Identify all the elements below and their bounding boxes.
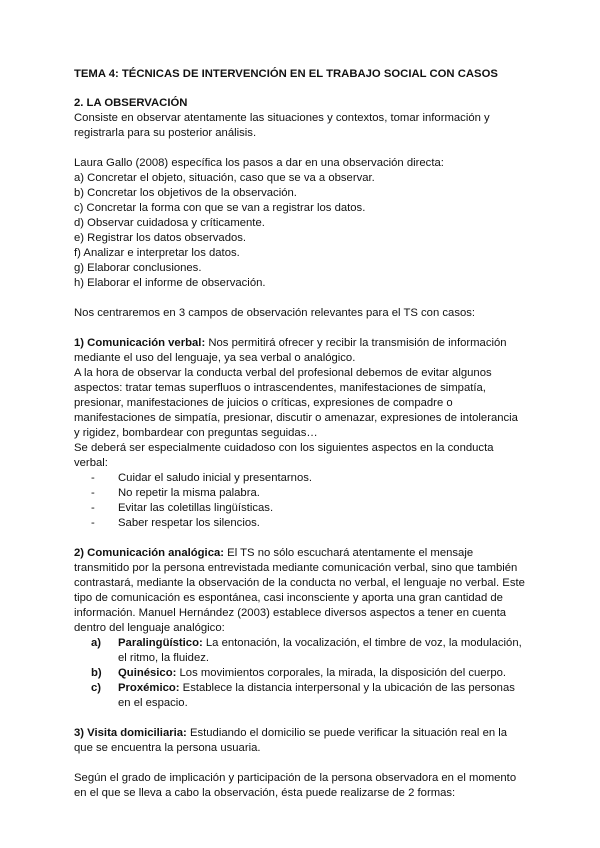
spacer xyxy=(74,756,526,771)
list-item xyxy=(91,666,526,681)
list-item: g) Elaborar conclusiones. xyxy=(74,262,202,274)
list-item: - Saber respetar los silencios. xyxy=(91,516,526,531)
intro-paragraph: Consiste en observar atentamente las situaciones y contextos, tomar información y registrarla para su posterior análisis. xyxy=(74,112,490,139)
aspect-term: Quinésico: xyxy=(118,667,177,679)
list-item: c) Concretar la forma con que se van a registrar los datos. xyxy=(74,202,366,214)
visit-heading: 3) Visita domiciliaria: xyxy=(74,727,187,739)
verbal-text: Nos permitirá ofrecer y recibir la transmisión de información mediante el uso del lenguaje, ya sea verbal o analógico. xyxy=(74,337,507,364)
visit-text: Estudiando el domicilio se puede verificar la situación real en la que se encuentra la persona usuaria. xyxy=(74,727,508,754)
steps-list xyxy=(74,171,526,291)
list-item xyxy=(91,636,526,666)
steps-lead: Laura Gallo (2008) específica los pasos a dar en una observación directa: xyxy=(74,157,444,169)
list-item: b) Concretar los objetivos de la observación. xyxy=(74,187,297,199)
section-heading: 2. LA OBSERVACIÓN xyxy=(74,97,188,109)
verbal-heading: 1) Comunicación verbal: xyxy=(74,337,206,349)
analog-paragraph xyxy=(74,546,526,636)
list-item: f) Analizar e interpretar los datos. xyxy=(74,247,240,259)
document-title: TEMA 4: TÉCNICAS DE INTERVENCIÓN EN EL TRABAJO SOCIAL CON CASOS xyxy=(74,68,498,80)
aspect-text: La entonación, la vocalización, el timbre de voz, la modulación, el ritmo, la fluidez. xyxy=(118,637,522,664)
list-marker: a) xyxy=(91,637,102,649)
verbal-care-list xyxy=(74,471,526,531)
list-item: - Evitar las coletillas lingüísticas. xyxy=(91,501,526,516)
verbal-avoid-paragraph: A la hora de observar la conducta verbal del profesional debemos de evitar algunos aspectos: tratar temas superfluos o intrascendentes, manifestaciones de simpatía, presionar, manifestaciones de juicios o críticas, expresiones de compadre o manifestaciones de simpatía, presionar, discutir o amenazar, expresiones de intolerancia y rigidez, bombardear con preguntas seguidas… xyxy=(74,367,518,439)
spacer xyxy=(74,291,526,306)
list-item: d) Observar cuidadosa y críticamente. xyxy=(74,217,265,229)
closing-paragraph: Según el grado de implicación y participación de la persona observadora en el momento en el que se lleva a cabo la observación, ésta puede realizarse de 2 formas: xyxy=(74,772,517,799)
list-item xyxy=(91,681,526,711)
verbal-paragraph xyxy=(74,336,526,366)
analog-text: El TS no sólo escuchará atentamente el mensaje transmitido por la persona entrevistada mediante comunicación verbal, sino que también contrastará, mediante la observación de la conducta no verbal, el lenguaje no verbal. Este tipo de comunicación es espontánea, casi inconsciente y aporta una gran cantidad de información. Manuel Hernández (2003) establece diversos aspectos a tener en cuenta dentro del lenguaje analógico: xyxy=(74,547,525,634)
list-item: - No repetir la misma palabra. xyxy=(91,486,526,501)
analog-heading: 2) Comunicación analógica: xyxy=(74,547,225,559)
spacer xyxy=(74,321,526,336)
spacer xyxy=(74,141,526,156)
spacer xyxy=(74,531,526,546)
visit-paragraph xyxy=(74,726,526,756)
analog-aspects-list xyxy=(74,636,526,711)
aspect-text: Establece la distancia interpersonal y la ubicación de las personas en el espacio. xyxy=(118,682,515,709)
list-item: h) Elaborar el informe de observación. xyxy=(74,277,266,289)
aspect-term: Proxémico: xyxy=(118,682,180,694)
aspect-term: Paralingüístico: xyxy=(118,637,203,649)
list-marker: c) xyxy=(91,682,102,694)
verbal-care-paragraph: Se deberá ser especialmente cuidadoso con los siguientes aspectos en la conducta verbal: xyxy=(74,442,494,469)
list-item: - Cuidar el saludo inicial y presentarnos. xyxy=(91,471,526,486)
list-item: a) Concretar el objeto, situación, caso que se va a observar. xyxy=(74,172,375,184)
fields-lead: Nos centraremos en 3 campos de observación relevantes para el TS con casos: xyxy=(74,307,476,319)
list-item: e) Registrar los datos observados. xyxy=(74,232,247,244)
list-marker: b) xyxy=(91,667,102,679)
spacer xyxy=(74,711,526,726)
aspect-text: Los movimientos corporales, la mirada, la disposición del cuerpo. xyxy=(176,667,507,679)
